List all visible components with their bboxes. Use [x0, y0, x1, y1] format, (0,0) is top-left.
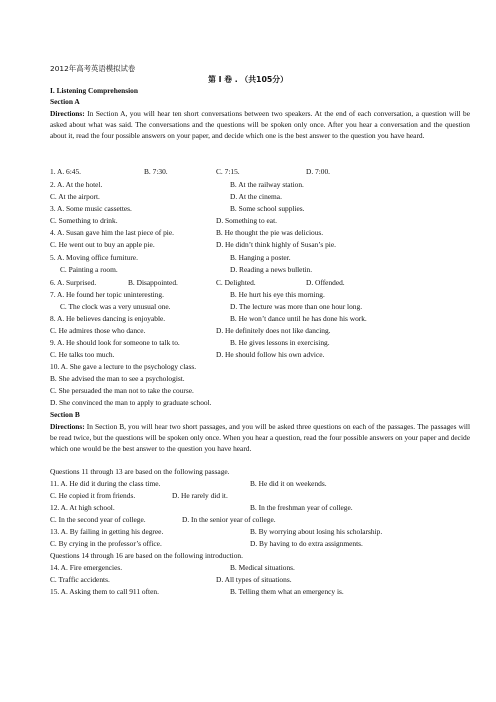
q10-option-c: C. She persuaded the man not to take the course. [50, 386, 194, 395]
q15-option-a: 15. A. Asking them to call 911 often. [50, 587, 159, 596]
q2-option-d: D. At the cinema. [230, 192, 282, 201]
q3-option-d: D. Something to eat. [216, 216, 277, 225]
passage-1-intro: Questions 11 through 13 are based on the following passage. [50, 467, 230, 476]
q8-option-b: B. He won’t dance until he has done his work. [230, 314, 367, 323]
volume-heading: 第 Ⅰ 卷 . （共105分） [208, 75, 288, 84]
q13-option-c: C. By crying in the professor’s office. [50, 539, 162, 548]
q7-option-a: 7. A. He found her topic uninteresting. [50, 290, 164, 299]
q10-option-a: 10. A. She gave a lecture to the psychology class. [50, 362, 197, 371]
q13-option-a: 13. A. By failing in getting his degree. [50, 527, 164, 536]
directions-text: In Section A, you will hear ten short conversations between two speakers. At the end of each conversation, a question will be asked about what was said. The conversations and the questions will be spoken only once. After you hear a conversation and the question about it, read the four possible answers on your paper, and decide which one is the best answer to the question you have heard. [50, 109, 470, 140]
exam-title: 2012年高考英语模拟试卷 [50, 64, 136, 73]
q9-option-d: D. He should follow his own advice. [216, 350, 325, 359]
q5-option-c: C. Painting a room. [60, 265, 118, 274]
q5-option-a: 5. A. Moving office furniture. [50, 253, 138, 262]
q14-option-b: B. Medical situations. [230, 563, 295, 572]
q12-option-d: D. In the senior year of college. [182, 515, 276, 524]
q5-option-d: D. Reading a news bulletin. [230, 265, 313, 274]
q2-option-b: B. At the railway station. [230, 180, 304, 189]
q6-option-d: D. Offended. [306, 278, 345, 287]
q7-option-d: D. The lecture was more than one hour long. [230, 302, 363, 311]
section-a-heading: Section A [50, 97, 80, 106]
section-b-directions-label: Directions: [50, 422, 85, 431]
directions-label: Directions: [50, 109, 85, 118]
q6-option-c: C. Delighted. [216, 278, 256, 287]
q4-option-c: C. He went out to buy an apple pie. [50, 240, 155, 249]
q4-option-d: D. He didn’t think highly of Susan’s pie. [216, 240, 336, 249]
section-b-directions [50, 422, 470, 454]
q13-option-b: B. By worrying about losing his scholarship. [250, 527, 383, 536]
q6-option-a: 6. A. Surprised. [50, 278, 97, 287]
section-b-heading: Section B [50, 410, 80, 419]
q5-option-b: B. Hanging a poster. [230, 253, 291, 262]
section-a-directions [50, 109, 470, 141]
q1-option-d: D. 7:00. [306, 167, 331, 176]
q14-option-d: D. All types of situations. [216, 575, 292, 584]
part-heading: I. Listening Comprehension [50, 86, 138, 95]
q8-option-a: 8. A. He believes dancing is enjoyable. [50, 314, 166, 323]
q7-option-b: B. He hurt his eye this morning. [230, 290, 325, 299]
q13-option-d: D. By having to do extra assignments. [250, 539, 363, 548]
q9-option-b: B. He gives lessons in exercising. [230, 338, 330, 347]
q1-option-a: 1. A. 6:45. [50, 167, 82, 176]
q11-option-c: C. He copied it from friends. [50, 491, 136, 500]
q8-option-d: D. He definitely does not like dancing. [216, 326, 331, 335]
q2-option-a: 2. A. At the hotel. [50, 180, 103, 189]
q4-option-a: 4. A. Susan gave him the last piece of pie. [50, 228, 174, 237]
q11-option-d: D. He rarely did it. [172, 491, 228, 500]
q3-option-c: C. Something to drink. [50, 216, 118, 225]
q12-option-a: 12. A. At high school. [50, 503, 115, 512]
q15-option-b: B. Telling them what an emergency is. [230, 587, 344, 596]
q12-option-c: C. In the second year of college. [50, 515, 146, 524]
q11-option-b: B. He did it on weekends. [250, 479, 327, 488]
q10-option-d: D. She convinced the man to apply to graduate school. [50, 398, 212, 407]
q9-option-c: C. He talks too much. [50, 350, 115, 359]
q2-option-c: C. At the airport. [50, 192, 100, 201]
q4-option-b: B. He thought the pie was delicious. [216, 228, 324, 237]
q10-option-b: B. She advised the man to see a psychologist. [50, 374, 185, 383]
q11-option-a: 11. A. He did it during the class time. [50, 479, 161, 488]
q14-option-c: C. Traffic accidents. [50, 575, 110, 584]
q3-option-a: 3. A. Some music cassettes. [50, 204, 132, 213]
q7-option-c: C. The clock was a very unusual one. [60, 302, 171, 311]
q1-option-b: B. 7:30. [144, 167, 168, 176]
q6-option-b: B. Disappointed. [128, 278, 178, 287]
section-b-directions-text: In Section B, you will hear two short passages, and you will be asked three questions on each of the passages. The passages will be read twice, but the questions will be spoken only once. When you hear a question, read the four possible answers on your paper and decide which one would be the best answer to the question you have heard. [50, 422, 470, 453]
q14-option-a: 14. A. Fire emergencies. [50, 563, 123, 572]
q3-option-b: B. Some school supplies. [230, 204, 305, 213]
passage-2-intro: Questions 14 through 16 are based on the following introduction. [50, 551, 243, 560]
q1-option-c: C. 7:15. [216, 167, 240, 176]
q12-option-b: B. In the freshman year of college. [250, 503, 353, 512]
q9-option-a: 9. A. He should look for someone to talk to. [50, 338, 180, 347]
q8-option-c: C. He admires those who dance. [50, 326, 146, 335]
